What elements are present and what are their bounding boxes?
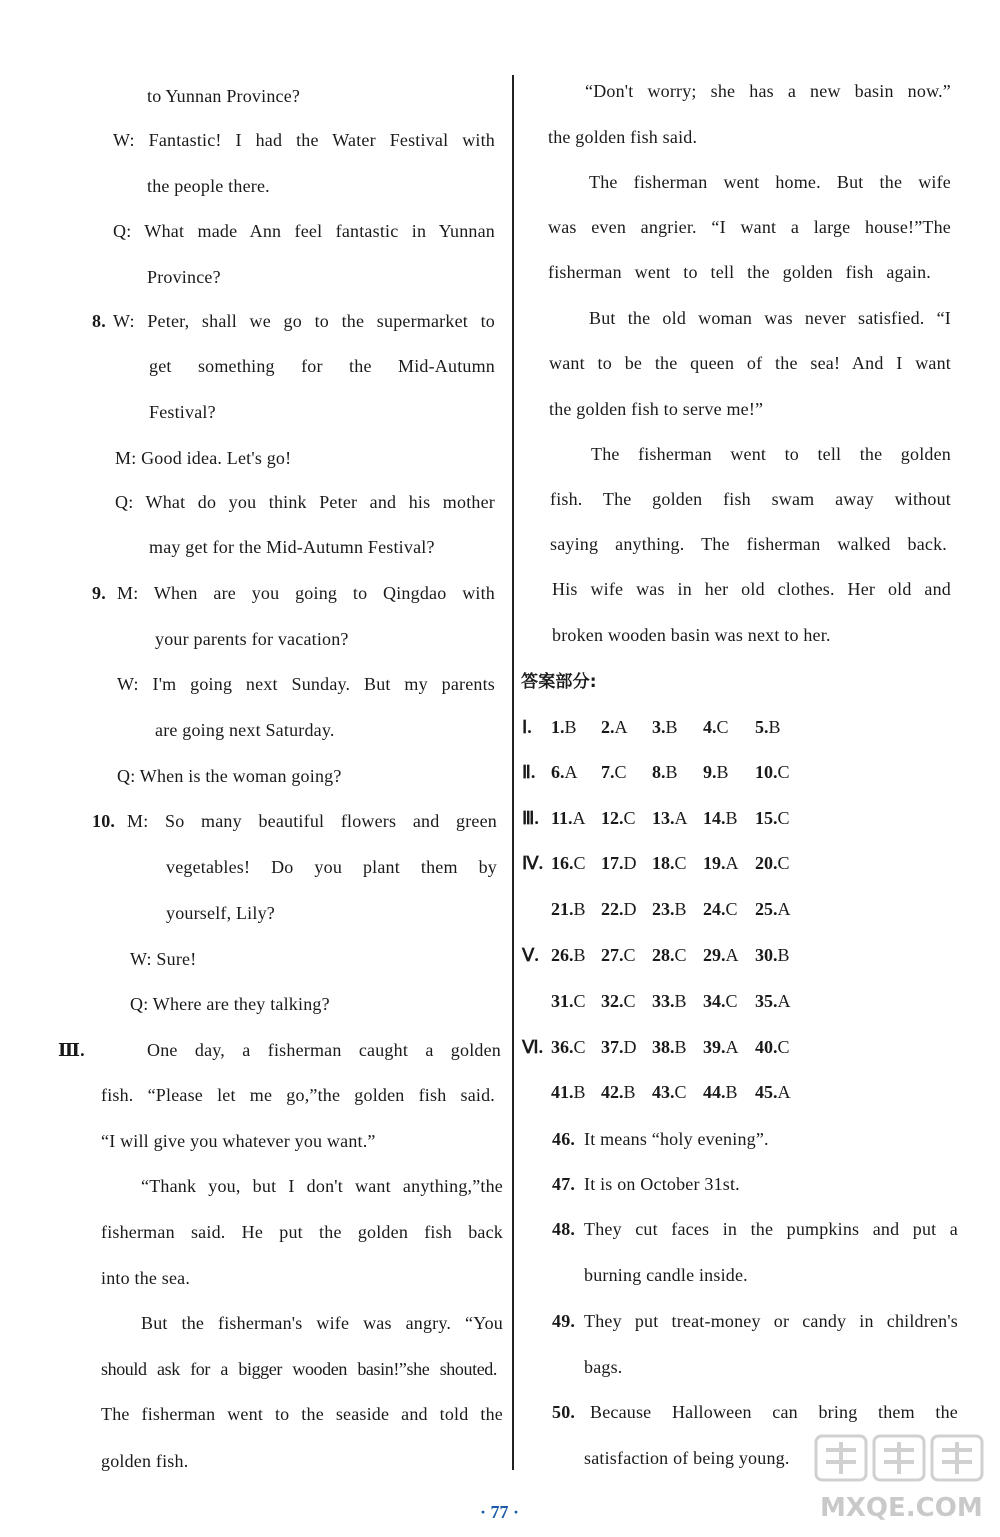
answer-number: 37. bbox=[601, 1037, 624, 1057]
answer-item bbox=[601, 1080, 636, 1104]
question-number: 49. bbox=[552, 1311, 576, 1331]
answer-number: 35. bbox=[755, 991, 778, 1011]
answer-item bbox=[601, 1035, 637, 1059]
text-line: vegetables! Do you plant them by bbox=[166, 857, 497, 877]
answer-item bbox=[755, 989, 791, 1013]
answer-item bbox=[755, 715, 781, 739]
answer-number: 31. bbox=[551, 991, 574, 1011]
answer-number: 45. bbox=[755, 1082, 778, 1102]
text-line: W: Fantastic! I had the Water Festival with bbox=[113, 130, 495, 150]
answer-item bbox=[703, 989, 738, 1013]
answer-choice: C bbox=[623, 808, 636, 828]
answer-choice: B bbox=[777, 945, 790, 965]
text-line: may get for the Mid-Autumn Festival? bbox=[149, 537, 435, 557]
answer-item bbox=[652, 989, 687, 1013]
answer-choice: C bbox=[725, 899, 738, 919]
answer-number: 44. bbox=[703, 1082, 726, 1102]
answer-choice: D bbox=[623, 899, 637, 919]
question-number: 8. bbox=[92, 311, 106, 331]
question-number: 10. bbox=[92, 811, 116, 831]
answer-choice: B bbox=[573, 945, 586, 965]
answer-number: 40. bbox=[755, 1037, 778, 1057]
answer-number: 12. bbox=[601, 808, 624, 828]
answer-number: 38. bbox=[652, 1037, 675, 1057]
text-line: the people there. bbox=[147, 176, 270, 196]
answer-item bbox=[601, 989, 636, 1013]
answer-number: 14. bbox=[703, 808, 726, 828]
text-line: M: When are you going to Qingdao with bbox=[117, 583, 495, 603]
answer-number: 32. bbox=[601, 991, 624, 1011]
text-line: yourself, Lily? bbox=[166, 903, 275, 923]
answer-choice: A bbox=[725, 1037, 739, 1057]
text-line: saying anything. The fisherman walked back. bbox=[550, 534, 947, 554]
answer-choice: C bbox=[777, 1037, 790, 1057]
answer-choice: C bbox=[777, 808, 790, 828]
answer-item bbox=[601, 897, 637, 921]
answer-item bbox=[551, 1080, 586, 1104]
answer-number: 30. bbox=[755, 945, 778, 965]
answer-choice: A bbox=[777, 1082, 791, 1102]
text-line: are going next Saturday. bbox=[155, 720, 335, 740]
answer-item bbox=[755, 851, 790, 875]
answer-item bbox=[703, 897, 738, 921]
answer-number: 27. bbox=[601, 945, 624, 965]
answer-number: 2. bbox=[601, 717, 615, 737]
text-line: broken wooden basin was next to her. bbox=[552, 625, 831, 645]
answer-choice: C bbox=[623, 945, 636, 965]
answer-choice: B bbox=[564, 717, 577, 737]
question-number: 48. bbox=[552, 1219, 576, 1239]
text-line: the golden fish to serve me!” bbox=[549, 399, 764, 419]
answer-choice: C bbox=[674, 853, 687, 873]
answer-item bbox=[652, 851, 687, 875]
question-number: 50. bbox=[552, 1402, 576, 1422]
answer-choice: C bbox=[573, 1037, 586, 1057]
answer-choice: D bbox=[623, 853, 637, 873]
answer-item bbox=[755, 1080, 791, 1104]
answer-item bbox=[755, 760, 790, 784]
answer-number: 26. bbox=[551, 945, 574, 965]
answer-item bbox=[551, 715, 577, 739]
answer-item bbox=[601, 760, 627, 784]
text-line: to Yunnan Province? bbox=[147, 86, 301, 106]
answer-text: It is on October 31st. bbox=[584, 1174, 740, 1194]
answer-choice: C bbox=[777, 762, 790, 782]
answer-choice: C bbox=[725, 991, 738, 1011]
answer-number: 19. bbox=[703, 853, 726, 873]
answer-text: They cut faces in the pumpkins and put a bbox=[584, 1219, 958, 1239]
text-line: fish. “Please let me go,”the golden fish said. bbox=[101, 1085, 495, 1105]
text-line: fish. The golden fish swam away without bbox=[550, 489, 951, 509]
text-line: want to be the queen of the sea! And I want bbox=[549, 353, 951, 373]
text-line: your parents for vacation? bbox=[155, 629, 349, 649]
section-label: Ⅰ. bbox=[522, 717, 532, 737]
answer-choice: A bbox=[572, 808, 586, 828]
answer-choice: B bbox=[665, 717, 678, 737]
text-line: The fisherman went to tell the golden bbox=[591, 444, 951, 464]
answer-item bbox=[551, 806, 586, 830]
answer-item bbox=[551, 943, 586, 967]
answer-number: 4. bbox=[703, 717, 717, 737]
answer-number: 34. bbox=[703, 991, 726, 1011]
answer-number: 42. bbox=[601, 1082, 624, 1102]
text-line: M: So many beautiful flowers and green bbox=[127, 811, 497, 831]
text-line: Festival? bbox=[149, 402, 216, 422]
answer-choice: B bbox=[573, 899, 586, 919]
text-line: W: I'm going next Sunday. But my parents bbox=[117, 674, 495, 694]
answer-choice: B bbox=[665, 762, 678, 782]
text-line: The fisherman went home. But the wife bbox=[589, 172, 951, 192]
answer-item bbox=[703, 1035, 739, 1059]
answer-text: Because Halloween can bring them the bbox=[590, 1402, 958, 1422]
text-line: was even angrier. “I want a large house!”The bbox=[548, 217, 951, 237]
answer-item bbox=[652, 943, 687, 967]
answer-choice: A bbox=[777, 991, 791, 1011]
answer-item bbox=[755, 897, 791, 921]
section-label: Ⅵ. bbox=[522, 1037, 544, 1057]
answer-choice: B bbox=[768, 717, 781, 737]
answer-text: It means “holy evening”. bbox=[584, 1129, 769, 1149]
answer-item bbox=[652, 1035, 687, 1059]
answer-item bbox=[652, 760, 678, 784]
text-line: into the sea. bbox=[101, 1268, 191, 1288]
answer-item bbox=[551, 897, 586, 921]
answer-choice: A bbox=[614, 717, 628, 737]
answer-choice: C bbox=[716, 717, 729, 737]
question-number: 47. bbox=[552, 1174, 576, 1194]
column-divider bbox=[512, 75, 514, 1470]
watermark-logo bbox=[812, 1428, 987, 1528]
answer-choice: B bbox=[573, 1082, 586, 1102]
text-line: But the fisherman's wife was angry. “You bbox=[141, 1313, 503, 1333]
answer-number: 1. bbox=[551, 717, 565, 737]
answer-item bbox=[703, 806, 738, 830]
text-line: “Thank you, but I don't want anything,”the bbox=[141, 1176, 503, 1196]
section-label: Ⅴ. bbox=[522, 945, 539, 965]
text-line: Q: When is the woman going? bbox=[117, 766, 342, 786]
section-label: Ⅱ. bbox=[522, 762, 536, 782]
answer-choice: B bbox=[674, 991, 687, 1011]
answer-item bbox=[601, 943, 636, 967]
answer-choice: C bbox=[614, 762, 627, 782]
answer-number: 15. bbox=[755, 808, 778, 828]
answer-number: 28. bbox=[652, 945, 675, 965]
answer-number: 24. bbox=[703, 899, 726, 919]
answer-item bbox=[551, 851, 586, 875]
answer-item bbox=[601, 715, 628, 739]
answer-item bbox=[755, 806, 790, 830]
text-line: the golden fish said. bbox=[548, 127, 698, 147]
answer-choice: C bbox=[674, 945, 687, 965]
answer-number: 3. bbox=[652, 717, 666, 737]
answer-number: 29. bbox=[703, 945, 726, 965]
answer-item bbox=[703, 1080, 738, 1104]
text-line: “Don't worry; she has a new basin now.” bbox=[585, 81, 951, 101]
answer-number: 39. bbox=[703, 1037, 726, 1057]
answer-number: 43. bbox=[652, 1082, 675, 1102]
answer-choice: B bbox=[674, 899, 687, 919]
answer-choice: B bbox=[674, 1037, 687, 1057]
answer-number: 7. bbox=[601, 762, 615, 782]
answer-item bbox=[703, 943, 739, 967]
answer-number: 20. bbox=[755, 853, 778, 873]
answer-choice: C bbox=[623, 991, 636, 1011]
answers-heading: 答案部分: bbox=[521, 672, 597, 692]
answer-item bbox=[652, 1080, 687, 1104]
answer-choice: C bbox=[777, 853, 790, 873]
answer-number: 25. bbox=[755, 899, 778, 919]
section-label: Ⅲ. bbox=[522, 808, 539, 828]
answer-choice: C bbox=[674, 1082, 687, 1102]
text-line: W: Peter, shall we go to the supermarket to bbox=[113, 311, 495, 331]
text-line: W: Sure! bbox=[130, 949, 197, 969]
answer-item bbox=[703, 715, 729, 739]
svg-text:MXQE.COM: MXQE.COM bbox=[820, 1493, 983, 1523]
text-line: golden fish. bbox=[101, 1451, 189, 1471]
question-number: 9. bbox=[92, 583, 106, 603]
answer-choice: A bbox=[674, 808, 688, 828]
text-line: get something for the Mid-Autumn bbox=[149, 356, 495, 376]
answer-number: 5. bbox=[755, 717, 769, 737]
text-line: One day, a fisherman caught a golden bbox=[147, 1040, 501, 1060]
page-number: · 77 · bbox=[480, 1502, 520, 1522]
answer-item bbox=[551, 989, 586, 1013]
answer-number: 10. bbox=[755, 762, 778, 782]
answer-item bbox=[551, 1035, 586, 1059]
answer-number: 6. bbox=[551, 762, 565, 782]
answer-item bbox=[652, 715, 678, 739]
answer-item bbox=[755, 943, 790, 967]
text-line: The fisherman went to the seaside and told the bbox=[101, 1404, 503, 1424]
answer-text: bags. bbox=[584, 1357, 623, 1377]
answer-choice: B bbox=[716, 762, 729, 782]
answer-item bbox=[703, 760, 729, 784]
answer-item bbox=[703, 851, 739, 875]
answer-number: 23. bbox=[652, 899, 675, 919]
answer-number: 8. bbox=[652, 762, 666, 782]
answer-choice: C bbox=[573, 853, 586, 873]
text-line: fisherman went to tell the golden fish again. bbox=[548, 262, 931, 282]
answer-text: They put treat-money or candy in children's bbox=[584, 1311, 958, 1331]
text-line: Province? bbox=[147, 267, 221, 287]
question-number: 46. bbox=[552, 1129, 576, 1149]
answer-number: 41. bbox=[551, 1082, 574, 1102]
answer-number: 16. bbox=[551, 853, 574, 873]
answer-choice: A bbox=[725, 945, 739, 965]
text-line: “I will give you whatever you want.” bbox=[101, 1131, 376, 1151]
text-line: Q: What do you think Peter and his mother bbox=[115, 492, 495, 512]
text-line: M: Good idea. Let's go! bbox=[115, 448, 292, 468]
answer-item bbox=[601, 806, 636, 830]
text-line: Q: What made Ann feel fantastic in Yunnan bbox=[113, 221, 495, 241]
answer-number: 11. bbox=[551, 808, 573, 828]
section-label: Ⅳ. bbox=[522, 853, 544, 873]
text-line: His wife was in her old clothes. Her old and bbox=[552, 579, 951, 599]
answer-choice: C bbox=[573, 991, 586, 1011]
answer-number: 17. bbox=[601, 853, 624, 873]
answer-item bbox=[652, 806, 688, 830]
answer-number: 13. bbox=[652, 808, 675, 828]
answer-item bbox=[551, 760, 578, 784]
answer-text: satisfaction of being young. bbox=[584, 1448, 790, 1468]
answer-choice: A bbox=[564, 762, 578, 782]
text-line: should ask for a bigger wooden basin!”she shouted. bbox=[101, 1359, 497, 1379]
answer-item bbox=[755, 1035, 790, 1059]
answer-number: 33. bbox=[652, 991, 675, 1011]
answer-number: 21. bbox=[551, 899, 574, 919]
answer-choice: A bbox=[725, 853, 739, 873]
text-line: But the old woman was never satisfied. “I bbox=[589, 308, 951, 328]
answer-choice: A bbox=[777, 899, 791, 919]
answer-number: 18. bbox=[652, 853, 675, 873]
answer-choice: B bbox=[725, 808, 738, 828]
answer-choice: B bbox=[725, 1082, 738, 1102]
text-line: Q: Where are they talking? bbox=[130, 994, 330, 1014]
section-label: Ⅲ. bbox=[58, 1040, 85, 1060]
answer-choice: D bbox=[623, 1037, 637, 1057]
answer-number: 36. bbox=[551, 1037, 574, 1057]
answer-number: 22. bbox=[601, 899, 624, 919]
answer-number: 9. bbox=[703, 762, 717, 782]
answer-choice: B bbox=[623, 1082, 636, 1102]
answer-text: burning candle inside. bbox=[584, 1265, 748, 1285]
answer-item bbox=[601, 851, 637, 875]
answer-item bbox=[652, 897, 687, 921]
text-line: fisherman said. He put the golden fish back bbox=[101, 1222, 503, 1242]
